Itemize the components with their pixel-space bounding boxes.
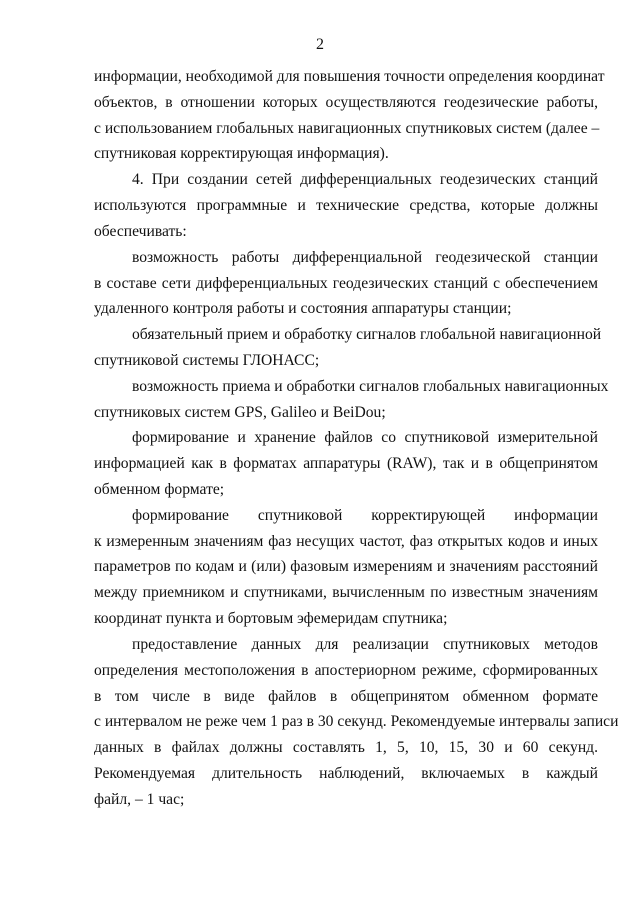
text-line: формирование спутниковой корректирующей информации [132, 506, 598, 524]
text-line: с использованием глобальных навигационных спутниковых систем (далее – [94, 119, 600, 137]
text-line: в том числе в виде файлов в общепринятом обменном формате [94, 687, 598, 705]
text-line: спутниковой системы ГЛОНАСС; [94, 351, 320, 369]
text-line: используются программные и технические средства, которые должны [94, 197, 598, 215]
text-line: удаленного контроля работы и состояния аппаратуры станции; [94, 300, 512, 318]
text-line: обеспечивать: [94, 222, 187, 240]
text-line: спутниковых систем GPS, Galileo и BeiDou; [94, 403, 386, 421]
text-line: данных в файлах должны составлять 1, 5, 10, 15, 30 и 60 секунд. [94, 739, 598, 757]
text-line: 4. При создании сетей дифференциальных геодезических станций [132, 171, 598, 189]
text-line: возможность приема и обработки сигналов глобальных навигационных [132, 377, 609, 395]
text-line: обменном формате; [94, 481, 225, 498]
text-line: спутниковая корректирующая информация). [94, 145, 389, 163]
text-line: обязательный прием и обработку сигналов глобальной навигационной [132, 326, 602, 344]
text-line: объектов, в отношении которых осуществляются геодезические работы, [94, 93, 598, 111]
text-line: файл, – 1 час; [94, 790, 185, 808]
text-line: определения местоположения в апостериорном режиме, сформированных [94, 661, 598, 679]
text-line: информации, необходимой для повышения точности определения координат [94, 68, 605, 85]
document-body [94, 64, 619, 813]
text-line: информацией как в форматах аппаратуры (RAW), так и в общепринятом [94, 455, 598, 473]
text-line: с интервалом не реже чем 1 раз в 30 секунд. Рекомендуемые интервалы записи [94, 713, 619, 731]
text-line: формирование и хранение файлов со спутниковой измерительной [132, 429, 598, 447]
text-line: между приемником и спутниками, вычисленным по известным значениям [94, 584, 598, 602]
text-line: параметров по кодам и (или) фазовым измерениям и значениям расстояний [94, 558, 598, 576]
text-line: в составе сети дифференциальных геодезических станций с обеспечением [94, 274, 598, 292]
text-line: возможность работы дифференциальной геодезической станции [132, 248, 598, 266]
text-line: предоставление данных для реализации спутниковых методов [132, 635, 598, 653]
text-line: Рекомендуемая длительность наблюдений, включаемых в каждый [94, 764, 598, 782]
text-line: координат пункта и бортовым эфемеридам спутника; [94, 610, 448, 628]
text-line: к измеренным значениям фаз несущих частот, фаз открытых кодов и иных [94, 532, 598, 550]
page-number: 2 [316, 36, 324, 53]
